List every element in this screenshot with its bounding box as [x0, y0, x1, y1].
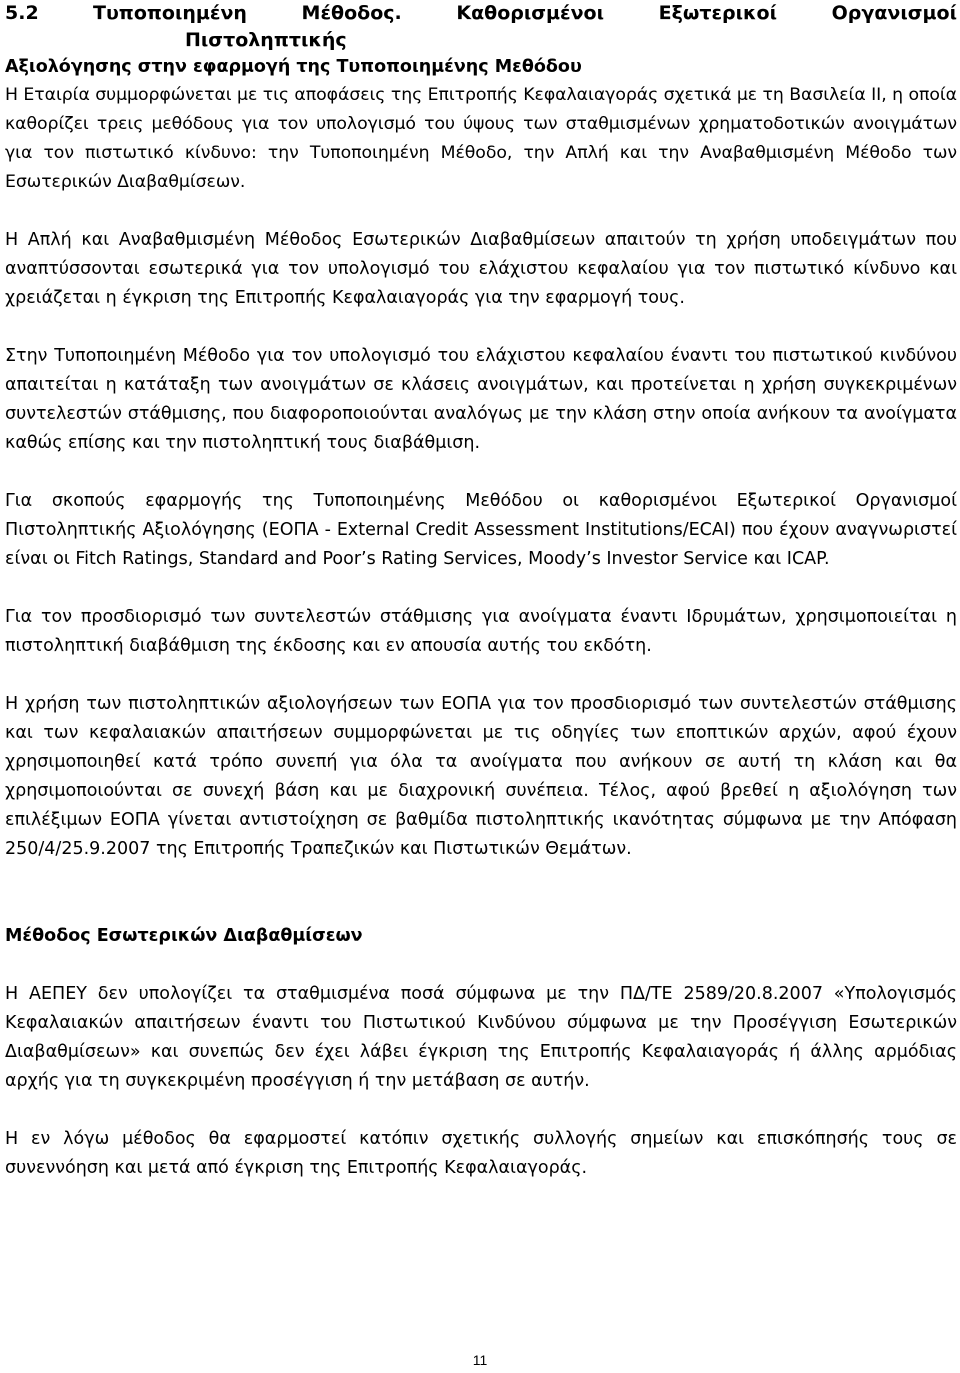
document-page [5, 0, 957, 1183]
page-number: 11 [472, 1352, 488, 1368]
section-title-word: Τυποποιημένη [93, 2, 247, 24]
section-number: 5.2 [5, 2, 39, 24]
section-title-word: Μέθοδος. [301, 2, 402, 24]
section-title-word: Εξωτερικοί [658, 2, 778, 24]
section-title-word: Καθορισμένοι [456, 2, 604, 24]
paragraph: Η εν λόγω μέθοδος θα εφαρμοστεί κατόπιν σχετικής συλλογής σημείων και επισκόπησής τους σε συνεννόηση και μετά από έγκριση της Επιτροπής Κεφαλαιαγοράς. [5, 1129, 957, 1178]
section-heading-line [5, 0, 957, 27]
paragraph: Η χρήση των πιστοληπτικών αξιολογήσεων των ΕΟΠΑ για τον προσδιορισμό των συντελεστών στάθμισης και των κεφαλαιακών απαιτήσεων συμμορφώνεται με τις οδηγίες των εποπτικών αρχών, αφού έχουν χρησιμοποιηθεί κατά τρόπο συνεπή για όλα τα ανοίγματα που ανήκουν σε αυτή τη κλάση και θα χρησιμοποιούνται σε συνεχή βάση και με διαχρονική συνέπεια. Τέλος, αφού βρεθεί η αξιολόγηση των επιλέξιμων ΕΟΠΑ γίνεται αντιστοίχηση σε βαθμίδα πιστοληπτικής ικανότητας σύμφωνα με την Απόφαση 250/4/25.9.2007 της Επιτροπής Τραπεζικών και Πιστωτικών Θεμάτων. [5, 694, 957, 859]
section-heading [5, 0, 957, 54]
paragraph: Για τον προσδιορισμό των συντελεστών στάθμισης για ανοίγματα έναντι Ιδρυμάτων, χρησιμοποιείται η πιστοληπτική διαβάθμιση της έκδοσης και εν απουσία αυτής του εκδότη. [5, 607, 957, 656]
paragraph: Η Εταιρία συμμορφώνεται με τις αποφάσεις της Επιτροπής Κεφαλαιαγοράς σχετικά με τη Βασιλεία ΙΙ, η οποία καθορίζει τρεις μεθόδους για τον υπολογισμό του ύψους των σταθμισμένων χρηματοδοτικών ανοιγμάτων για τον πιστωτικό κίνδυνο: την Τυποποιημένη Μέθοδο, την Απλή και την Αναβαθμισμένη Μέθοδο των Εσωτερικών Διαβαθμίσεων. [5, 85, 958, 192]
internal-method-title: Μέθοδος Εσωτερικών Διαβαθμίσεων [5, 926, 363, 946]
paragraph: Στην Τυποποιημένη Μέθοδο για τον υπολογισμό του ελάχιστου κεφαλαίου έναντι του πιστωτικού κινδύνου απαιτείται η κατάταξη των ανοιγμάτων σε κλάσεις ανοιγμάτων, και προτείνεται η χρήση συγκεκριμένων συντελεστών στάθμισης, που διαφοροποιούνται αναλόγως με την κλάση στην οποία ανήκουν τα ανοίγματα καθώς επίσης και την πιστοληπτική τους διαβάθμιση. [5, 346, 957, 453]
section-number-and-word [5, 0, 247, 27]
section-title-word: Οργανισμοί [831, 2, 957, 24]
section-subtitle: Αξιολόγησης στην εφαρμογή της Τυποποιημένης Μεθόδου [5, 57, 582, 77]
paragraph: Για σκοπούς εφαρμογής της Τυποποιημένης Μεθόδου οι καθορισμένοι Εξωτερικοί Οργανισμοί Πιστοληπτικής Αξιολόγησης (ΕΟΠΑ - External Credit Assessment Institutions/ECAI) που έχουν αναγνωριστεί είναι οι Fitch Ratings, Standard and Poor’s Rating Services, Moody’s Investor Service και ICAP. [5, 491, 957, 569]
section-title-continuation: Πιστοληπτικής [185, 29, 347, 51]
paragraph: Η ΑΕΠΕΥ δεν υπολογίζει τα σταθμισμένα ποσά σύμφωνα με την ΠΔ/ΤΕ 2589/20.8.2007 «Υπολογισμός Κεφαλαιακών απαιτήσεων έναντι του Πιστωτικού Κινδύνου σύμφωνα με την Προσέγγιση Εσωτερικών Διαβαθμίσεων» και συνεπώς δεν έχει λάβει έγκριση της Επιτροπής Κεφαλαιαγοράς ή άλλης αρμόδιας αρχής για τη συγκεκριμένη προσέγγιση ή την μετάβαση σε αυτήν. [5, 984, 957, 1091]
paragraph: Η Απλή και Αναβαθμισμένη Μέθοδος Εσωτερικών Διαβαθμίσεων απαιτούν τη χρήση υποδειγμάτων που αναπτύσσονται εσωτερικά για τον υπολογισμό του ελάχιστου κεφαλαίου για τον πιστωτικό κίνδυνο και χρειάζεται η έγκριση της Επιτροπής Κεφαλαιαγοράς για την εφαρμογή τους. [5, 230, 957, 308]
